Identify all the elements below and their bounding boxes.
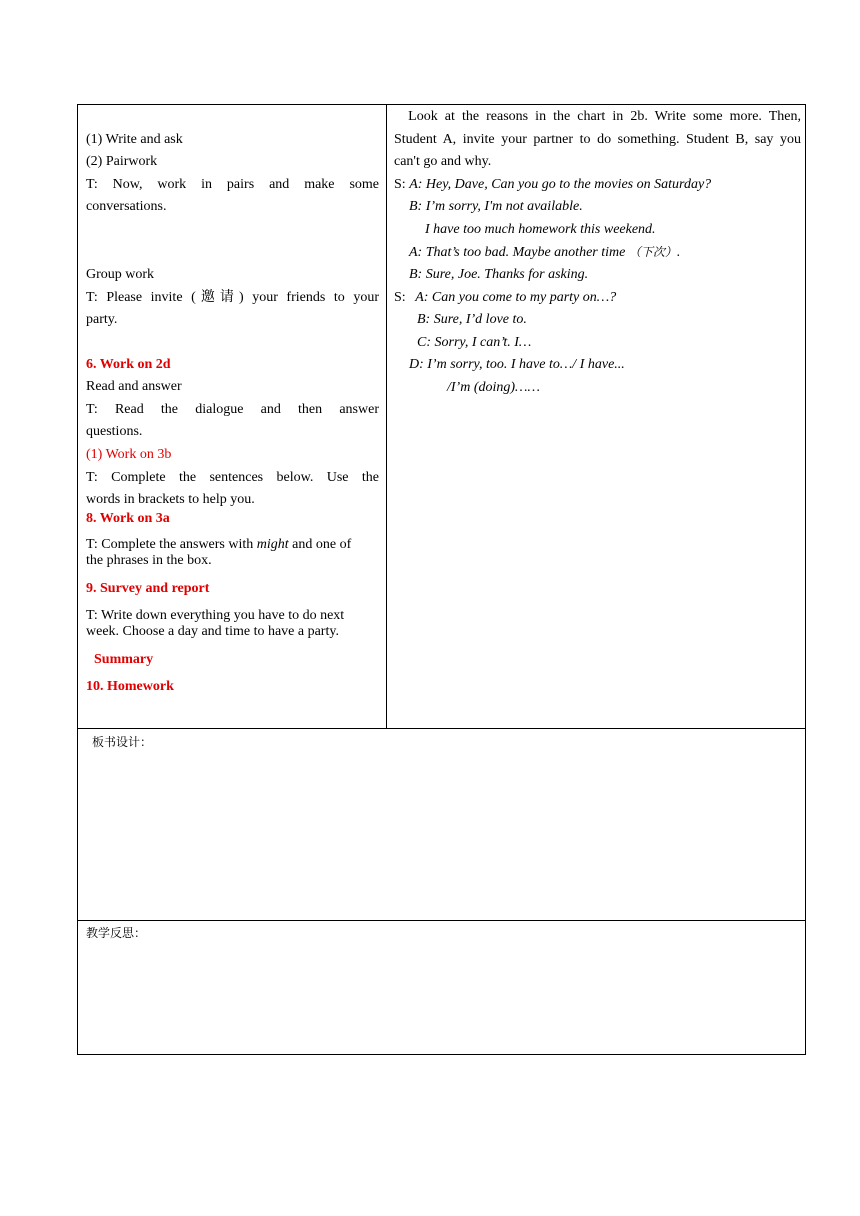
dialogue-2-line-c: C: Sorry, I can’t. I… (417, 335, 532, 350)
dialogue-2-line-e: /I’m (doing)…… (447, 380, 540, 395)
dialogue-2-line-b: B: Sure, I’d love to. (417, 312, 527, 327)
lesson-table (77, 104, 806, 1055)
section-heading-10: 10. Homework (86, 679, 174, 694)
dialogue-1-line-d: B: Sure, Joe. Thanks for asking. (409, 267, 589, 282)
dialogue-1-line-a: S: A: Hey, Dave, Can you go to the movies on Saturday? (394, 177, 712, 192)
survey-instruction-cont: week. Choose a day and time to have a party. (86, 624, 339, 639)
task-instruction-end: can't go and why. (394, 154, 492, 169)
task-instruction-cont: Student A, invite your partner to do something. Student B, say you (394, 132, 801, 147)
dialogue-2-line-d: D: I’m sorry, too. I have to…/ I have... (409, 357, 625, 372)
section-heading-6: 6. Work on 2d (86, 357, 171, 372)
dialogue-1-line-b: B: I’m sorry, I'm not available. (409, 199, 583, 214)
read-instruction: T: Read the dialogue and then answer (86, 402, 379, 417)
work-3a-instruction: T: Complete the answers with might and one of (86, 537, 352, 552)
column-divider (386, 105, 387, 728)
row-divider (78, 728, 805, 729)
reflection-label: 教学反思： (86, 926, 147, 940)
pairwork-label: (2) Pairwork (86, 154, 158, 169)
group-instruction: T: Please invite (邀请) your friends to your (86, 290, 379, 305)
section-heading-8: 8. Work on 3a (86, 511, 170, 526)
pair-instruction: T: Now, work in pairs and make some (86, 177, 379, 192)
board-design-label: 板书设计： (92, 735, 153, 749)
section-heading-9: 9. Survey and report (86, 581, 210, 596)
read-instruction-cont: questions. (86, 424, 143, 439)
read-answer-label: Read and answer (86, 379, 182, 394)
dialogue-1-line-b2: I have too much homework this weekend. (425, 222, 656, 237)
survey-instruction: T: Write down everything you have to do next (86, 608, 345, 623)
summary-heading: Summary (94, 652, 154, 667)
group-work-label: Group work (86, 267, 155, 282)
task-instruction: Look at the reasons in the chart in 2b. Write some more. Then, (394, 109, 801, 124)
work-3b-instruction-cont: words in brackets to help you. (86, 492, 255, 507)
dialogue-1-line-c: A: That’s too bad. Maybe another time （下次）. (409, 245, 681, 260)
work-3a-instruction-cont: the phrases in the box. (86, 553, 212, 568)
write-ask-label: (1) Write and ask (86, 132, 183, 147)
work-3b-heading: (1) Work on 3b (86, 447, 172, 462)
dialogue-2-line-a: S: A: Can you come to my party on…? (394, 290, 617, 305)
row-divider (78, 920, 805, 921)
work-3b-instruction: T: Complete the sentences below. Use the (86, 470, 379, 485)
group-instruction-cont: party. (86, 312, 118, 327)
pair-instruction-cont: conversations. (86, 199, 167, 214)
